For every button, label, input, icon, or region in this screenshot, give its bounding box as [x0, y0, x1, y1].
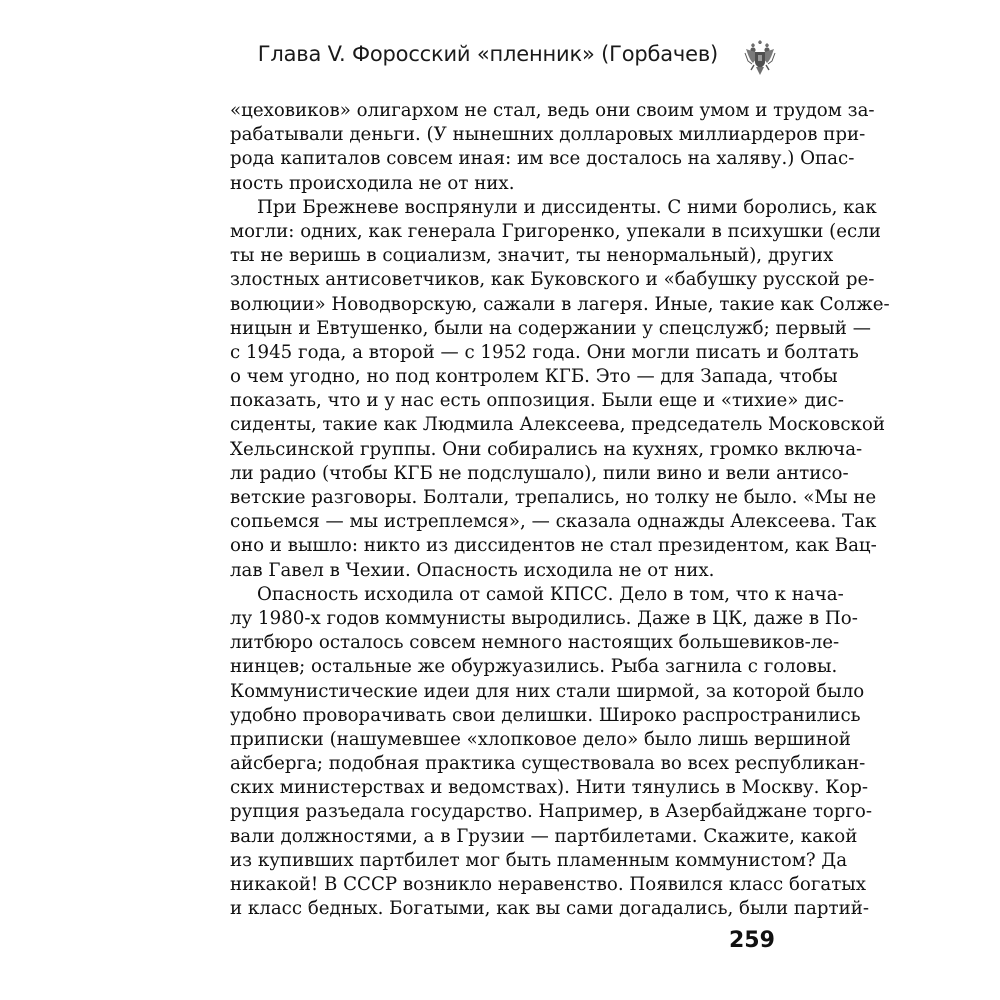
text-line: с 1945 года, а второй — с 1952 года. Они могли писать и болтать: [230, 341, 859, 363]
text-line: ницын и Евтушенко, были на содержании у спецслужб; первый —: [230, 317, 871, 339]
text-line: ты не веришь в социализм, значит, ты ненормальный), других: [230, 245, 834, 267]
text-line: ских министерствах и ведомствах). Нити тянулись в Москву. Кор-: [230, 777, 869, 799]
text-line: оно и вышло: никто из диссидентов не стал президентом, как Вац-: [230, 535, 877, 557]
text-line: лав Гавел в Чехии. Опасность исходила не от них.: [230, 559, 715, 581]
running-head-title: Глава V. Форосский «пленник» (Горбачев): [257, 42, 718, 66]
text-line: вали должностями, а в Грузии — партбилетами. Скажите, какой: [230, 825, 858, 847]
paragraph: [230, 196, 890, 583]
text-line: Коммунистические идеи для них стали ширмой, за которой было: [230, 680, 865, 702]
text-line: рупция разъедала государство. Например, в Азербайджане торго-: [230, 801, 873, 823]
text-line: могли: одних, как генерала Григоренко, упекали в психушки (если: [230, 220, 881, 242]
text-line: лу 1980-х годов коммунисты выродились. Даже в ЦК, даже в По-: [230, 607, 858, 629]
text-line: нинцев; остальные же обуржуазились. Рыба загнила с головы.: [230, 656, 838, 678]
text-line: ветские разговоры. Болтали, трепались, но толку не было. «Мы не: [230, 487, 877, 508]
text-line: сиденты, такие как Людмила Алексеева, председатель Московской: [230, 414, 885, 436]
text-line: ли радио (чтобы КГБ не подслушало), пили вино и вели антисо-: [230, 462, 849, 484]
text-line: волюции» Новодворскую, сажали в лагеря. Иные, такие как Солже-: [230, 293, 890, 315]
text-line: При Брежневе воспрянули и диссиденты. С ними боролись, как: [257, 196, 877, 218]
text-line: злостных антисоветчиков, как Буковского и «бабушку русской ре-: [230, 269, 875, 291]
text-line: удобно проворачивать свои делишки. Широко распространились: [230, 704, 861, 726]
text-line: «цеховиков» олигархом не стал, ведь они своим умом и трудом за-: [230, 100, 875, 121]
text-line: рабатывали деньги. (У нынешних долларовых миллиардеров при-: [230, 124, 866, 146]
text-line: о чем угодно, но под контролем КГБ. Это — для Запада, чтобы: [230, 366, 838, 388]
text-line: айсберга; подобная практика существовала во всех республикан-: [230, 753, 866, 775]
page-number: 259: [729, 928, 775, 953]
text-line: никакой! В СССР возникло неравенство. Появился класс богатых: [230, 874, 867, 895]
text-line: литбюро осталось совсем немного настоящих большевиков-ле-: [230, 632, 840, 654]
text-line: Хельсинской группы. Они собирались на кухнях, громко включа-: [230, 438, 863, 460]
double-headed-eagle-icon: [744, 40, 776, 76]
text-line: показать, что и у нас есть оппозиция. Были еще и «тихие» дис-: [230, 390, 844, 412]
text-line: ность происходила не от них.: [230, 172, 515, 194]
text-line: и класс бедных. Богатыми, как вы сами догадались, были партий-: [230, 898, 869, 920]
paragraph: [230, 99, 875, 196]
text-line: из купивших партбилет мог быть пламенным коммунистом? Да: [230, 849, 848, 871]
text-line: Опасность исходила от самой КПСС. Дело в том, что к нача-: [257, 583, 844, 605]
text-line: рода капиталов совсем иная: им все досталось на халяву.) Опас-: [230, 148, 855, 170]
body-text: [230, 99, 890, 921]
paragraph: [230, 583, 873, 922]
text-line: приписки (нашумевшее «хлопковое дело» было лишь вершиной: [230, 728, 851, 750]
text-line: сопьемся — мы истреплемся», — сказала однажды Алексеева. Так: [230, 511, 877, 533]
